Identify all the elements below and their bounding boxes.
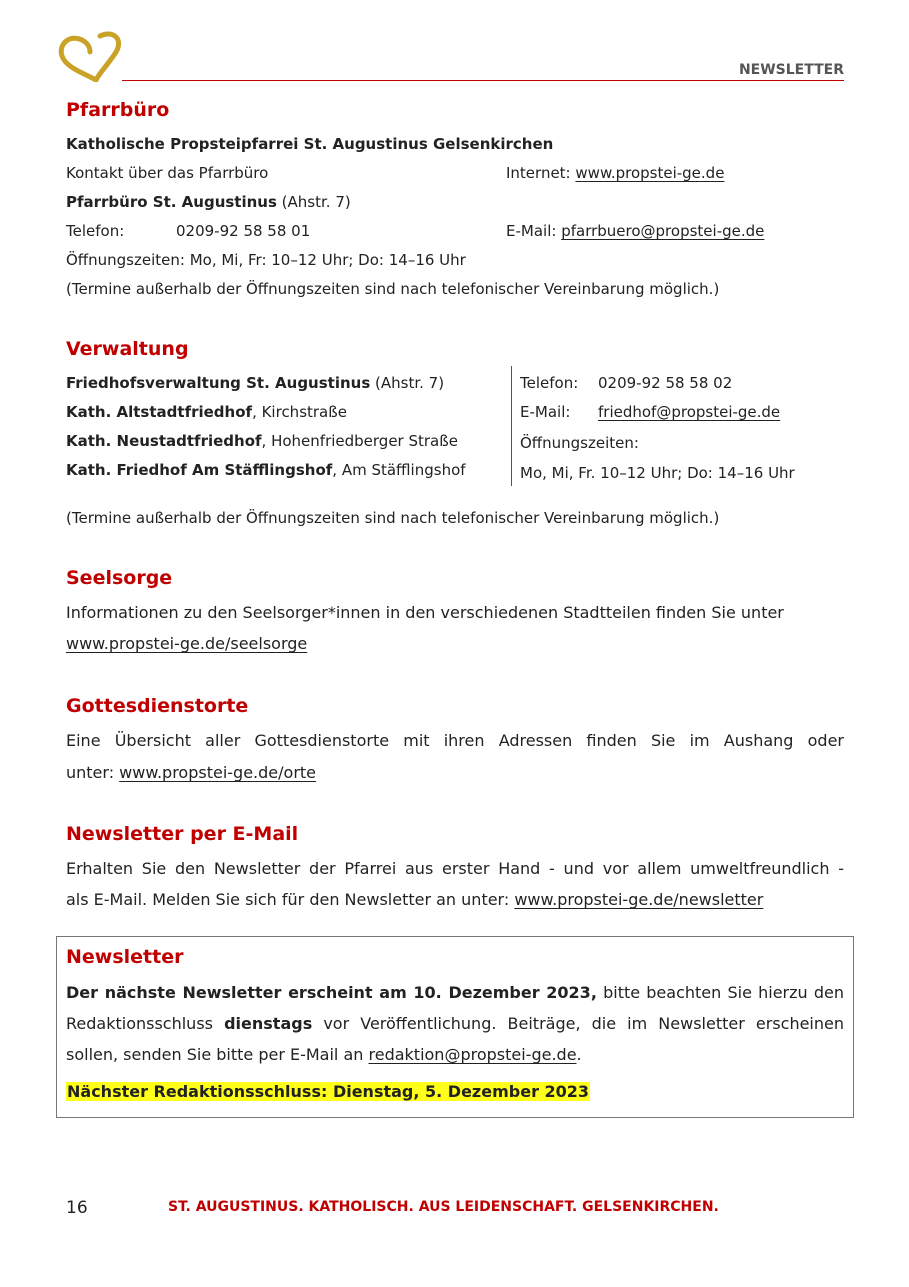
newsletter-box-title: Newsletter — [66, 946, 184, 968]
gottesdienstorte-link-row — [66, 763, 316, 782]
next-issue-text: Der nächste Newsletter erscheint am 10. Dezember 2023, — [66, 983, 597, 1002]
cemetery-item — [66, 403, 347, 421]
internet-label: Internet: — [506, 164, 571, 182]
column-divider — [511, 366, 512, 486]
admin-email-label: E-Mail: — [520, 403, 571, 421]
next-deadline-highlight: Nächster Redaktionsschluss: Dienstag, 5. Dezember 2023 — [67, 1082, 590, 1101]
internet-link[interactable]: www.propstei-ge.de — [575, 164, 725, 182]
admin-appointment-note: (Termine außerhalb der Öffnungszeiten sind nach telefonischer Vereinbarung möglich.) — [66, 509, 720, 527]
section-title-newsletter-email: Newsletter per E-Mail — [66, 823, 299, 845]
cemetery-name: Kath. Friedhof Am Stäfflingshof — [66, 461, 333, 479]
parish-name: Katholische Propsteipfarrei St. Augustinus Gelsenkirchen — [66, 135, 554, 153]
seelsorge-text: Informationen zu den Seelsorger*innen in den verschiedenen Stadtteilen finden Sie unter — [66, 603, 784, 622]
email-label: E-Mail: — [506, 222, 557, 240]
email-row — [506, 222, 764, 240]
cemetery-detail: , Hohenfriedberger Straße — [261, 432, 458, 450]
office-hours: Öffnungszeiten: Mo, Mi, Fr: 10–12 Uhr; Do: 14–16 Uhr — [66, 251, 466, 269]
cemetery-detail: (Ahstr. 7) — [370, 374, 445, 392]
cemetery-item — [66, 461, 466, 479]
internet-row — [506, 164, 724, 182]
email-link[interactable]: pfarrbuero@propstei-ge.de — [561, 222, 765, 240]
newsletter-email-text: als E-Mail. Melden Sie sich für den Newsletter an unter: — [66, 890, 515, 909]
phone-label: Telefon: — [66, 222, 125, 240]
appointment-note: (Termine außerhalb der Öffnungszeiten sind nach telefonischer Vereinbarung möglich.) — [66, 280, 720, 298]
submission-end: . — [576, 1045, 582, 1064]
header-rule — [122, 80, 844, 81]
admin-email-link[interactable]: friedhof@propstei-ge.de — [598, 403, 781, 421]
submission-text: sollen, senden Sie bitte per E-Mail an — [66, 1045, 369, 1064]
cemetery-item — [66, 432, 458, 450]
admin-phone-value: 0209-92 58 58 02 — [598, 374, 733, 392]
phone-value: 0209-92 58 58 01 — [176, 222, 311, 240]
office-name: Pfarrbüro St. Augustinus — [66, 193, 277, 211]
deadline-weekday: dienstags — [224, 1014, 313, 1033]
newsletter-box-line3 — [66, 1045, 582, 1064]
cemetery-name: Kath. Altstadtfriedhof — [66, 403, 253, 421]
gottesdienstorte-link[interactable]: www.propstei-ge.de/orte — [119, 763, 317, 782]
newsletter-box-line1 — [66, 983, 844, 1002]
gottesdienstorte-prefix: unter: — [66, 763, 120, 782]
redaktion-email-link[interactable]: redaktion@propstei-ge.de — [368, 1045, 577, 1064]
newsletter-box-line2 — [66, 1014, 844, 1033]
footer-motto: ST. AUGUSTINUS. KATHOLISCH. AUS LEIDENSCHAFT. GELSENKIRCHEN. — [168, 1199, 719, 1215]
cemetery-item — [66, 374, 444, 392]
office-address: (Ahstr. 7) — [276, 193, 351, 211]
newsletter-email-line2 — [66, 890, 763, 909]
section-title-gottesdienstorte: Gottesdienstorte — [66, 695, 249, 717]
newsletter-email-line1: Erhalten Sie den Newsletter der Pfarrei aus erster Hand - und vor allem umweltfreundlich - — [66, 859, 844, 878]
admin-hours-value: Mo, Mi, Fr. 10–12 Uhr; Do: 14–16 Uhr — [520, 464, 795, 482]
deadline-text-a: Redaktionsschluss — [66, 1014, 225, 1033]
heart-logo-icon — [56, 28, 126, 82]
newsletter-signup-link[interactable]: www.propstei-ge.de/newsletter — [514, 890, 764, 909]
admin-phone-label: Telefon: — [520, 374, 579, 392]
gottesdienstorte-text: Eine Übersicht aller Gottesdienstorte mit ihren Adressen finden Sie im Aushang oder — [66, 731, 844, 750]
cemetery-name: Kath. Neustadtfriedhof — [66, 432, 262, 450]
cemetery-detail: , Am Stäfflingshof — [332, 461, 466, 479]
contact-text: Kontakt über das Pfarrbüro — [66, 164, 269, 182]
office-row — [66, 193, 351, 211]
cemetery-name: Friedhofsverwaltung St. Augustinus — [66, 374, 371, 392]
next-issue-rest: bitte beachten Sie hierzu den — [596, 983, 844, 1002]
header-label: NEWSLETTER — [738, 62, 844, 78]
deadline-text-c: vor Veröffentlichung. Beiträge, die im Newsletter erscheinen — [312, 1014, 845, 1033]
section-title-verwaltung: Verwaltung — [66, 338, 189, 360]
section-title-pfarrbuero: Pfarrbüro — [66, 99, 170, 121]
seelsorge-link[interactable]: www.propstei-ge.de/seelsorge — [66, 634, 308, 653]
cemetery-detail: , Kirchstraße — [252, 403, 347, 421]
page-number: 16 — [66, 1198, 88, 1218]
admin-hours-label: Öffnungszeiten: — [520, 434, 639, 452]
section-title-seelsorge: Seelsorge — [66, 567, 173, 589]
